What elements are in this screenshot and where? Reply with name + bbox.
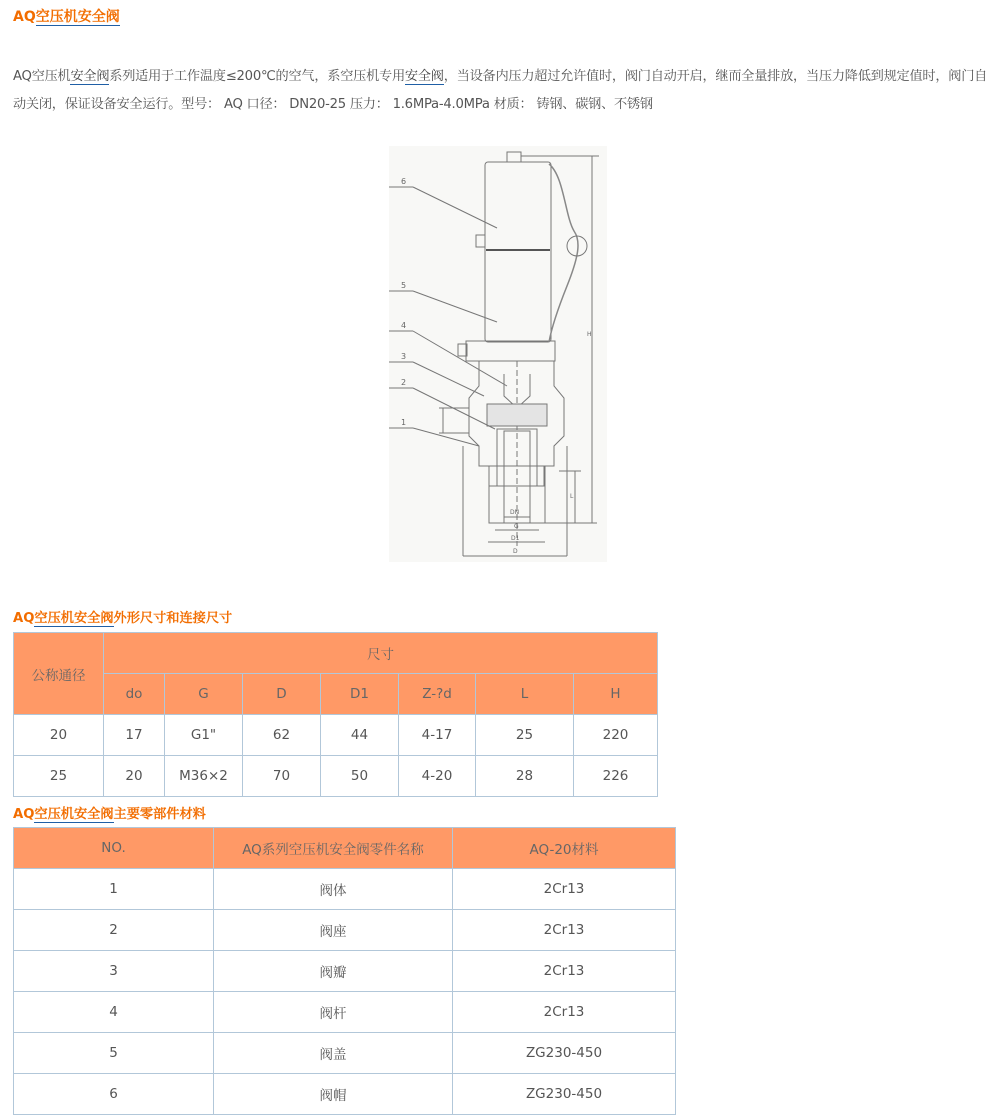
- table-row: [14, 715, 658, 756]
- dimensions-table: [13, 632, 658, 797]
- table-cell: 17: [104, 715, 165, 756]
- table-row: [14, 1074, 676, 1115]
- table-cell: M36×2: [165, 756, 243, 797]
- dim-label-H: H: [587, 331, 592, 338]
- part-label-4: 4: [401, 321, 407, 330]
- table-cell: 220: [574, 715, 658, 756]
- valve-drawing-image: [389, 146, 607, 562]
- table-row: [14, 910, 676, 951]
- table-row: [14, 992, 676, 1033]
- col-header: H: [574, 674, 658, 715]
- col-header: D: [243, 674, 321, 715]
- table-cell: 226: [574, 756, 658, 797]
- table-cell: 5: [14, 1033, 214, 1074]
- intro-paragraph: [13, 63, 988, 119]
- dimensions-section-title: [13, 607, 232, 626]
- table-cell: 阀体: [214, 869, 453, 910]
- table-cell: 25: [476, 715, 574, 756]
- intro-text-2: 系列适用于工作温度≤200℃的空气，系空压机专用: [109, 69, 405, 84]
- table-cell: 50: [321, 756, 399, 797]
- table-cell: 4: [14, 992, 214, 1033]
- table-cell: 2Cr13: [453, 869, 676, 910]
- table-cell: 阀帽: [214, 1074, 453, 1115]
- col-header: L: [476, 674, 574, 715]
- part-label-3: 3: [401, 352, 407, 361]
- part-label-5: 5: [401, 281, 407, 290]
- keyword-link-safety-valve-1[interactable]: 安全阀: [70, 69, 110, 84]
- table-cell: 阀盖: [214, 1033, 453, 1074]
- title-prefix: AQ: [13, 9, 36, 25]
- dim-label-G: G: [514, 523, 519, 530]
- table-cell: 70: [243, 756, 321, 797]
- col-header: do: [104, 674, 165, 715]
- col-header-material: AQ-20材料: [453, 828, 676, 869]
- keyword-link-safety-valve-2[interactable]: 安全阀: [404, 69, 444, 84]
- table-cell: 62: [243, 715, 321, 756]
- table-cell: 2Cr13: [453, 951, 676, 992]
- table-cell: 28: [476, 756, 574, 797]
- table-cell: 20: [14, 715, 104, 756]
- dim-label-D: D: [513, 548, 518, 555]
- table-cell: 4-20: [399, 756, 476, 797]
- mat-title-prefix: AQ: [13, 807, 35, 822]
- materials-table: [13, 827, 676, 1115]
- table-cell: 20: [104, 756, 165, 797]
- intro-text-1: AQ空压机: [13, 69, 71, 84]
- title-keyword-link[interactable]: 空压机安全阀: [35, 9, 120, 25]
- dim-label-D1: D1: [511, 535, 520, 542]
- table-cell: ZG230-450: [453, 1033, 676, 1074]
- col-header-part-name: AQ系列空压机安全阀零件名称: [214, 828, 453, 869]
- table-cell: 3: [14, 951, 214, 992]
- mat-title-suffix: 主要零部件材料: [113, 807, 206, 822]
- table-row: [14, 756, 658, 797]
- table-cell: ZG230-450: [453, 1074, 676, 1115]
- dim-title-link[interactable]: 空压机安全阀: [34, 611, 114, 626]
- dim-title-prefix: AQ: [13, 611, 35, 626]
- table-cell: 2Cr13: [453, 992, 676, 1033]
- table-cell: 1: [14, 869, 214, 910]
- col-header: G: [165, 674, 243, 715]
- col-header: Z-?d: [399, 674, 476, 715]
- dim-label-L: L: [570, 493, 574, 500]
- part-label-2: 2: [401, 378, 407, 387]
- page-title-link[interactable]: [13, 6, 120, 26]
- table-cell: 2Cr13: [453, 910, 676, 951]
- materials-section-title: [13, 803, 206, 822]
- table-cell: 4-17: [399, 715, 476, 756]
- table-row: [14, 1033, 676, 1074]
- table-cell: 阀瓣: [214, 951, 453, 992]
- table-cell: 阀座: [214, 910, 453, 951]
- mat-title-link[interactable]: 空压机安全阀: [34, 807, 114, 822]
- table-cell: 6: [14, 1074, 214, 1115]
- table-cell: 2: [14, 910, 214, 951]
- valve-drawing-svg: [389, 146, 607, 562]
- part-label-1: 1: [401, 418, 407, 427]
- dim-label-DN: DN: [510, 509, 520, 516]
- table-cell: 44: [321, 715, 399, 756]
- table-row: [14, 951, 676, 992]
- col-header-group-size: 尺寸: [104, 633, 658, 674]
- col-header: D1: [321, 674, 399, 715]
- table-cell: G1": [165, 715, 243, 756]
- table-row: [14, 869, 676, 910]
- col-header-no: NO.: [14, 828, 214, 869]
- dim-title-suffix: 外形尺寸和连接尺寸: [113, 611, 233, 626]
- table-cell: 25: [14, 756, 104, 797]
- part-label-6: 6: [401, 177, 407, 186]
- intro-text-3: ，当设备内压力超过允许值时，阀门自动开启，继而全量排放，当压力降低到规定值时，阀门自动关闭，保证设备安全运行。型号： AQ 口径： DN20-25 压力： 1.6MPa-4.0MPa 材质： 铸钢、碳钢、不锈钢: [13, 69, 988, 112]
- col-header-nominal-diameter: 公称通径: [14, 633, 104, 715]
- table-cell: 阀杆: [214, 992, 453, 1033]
